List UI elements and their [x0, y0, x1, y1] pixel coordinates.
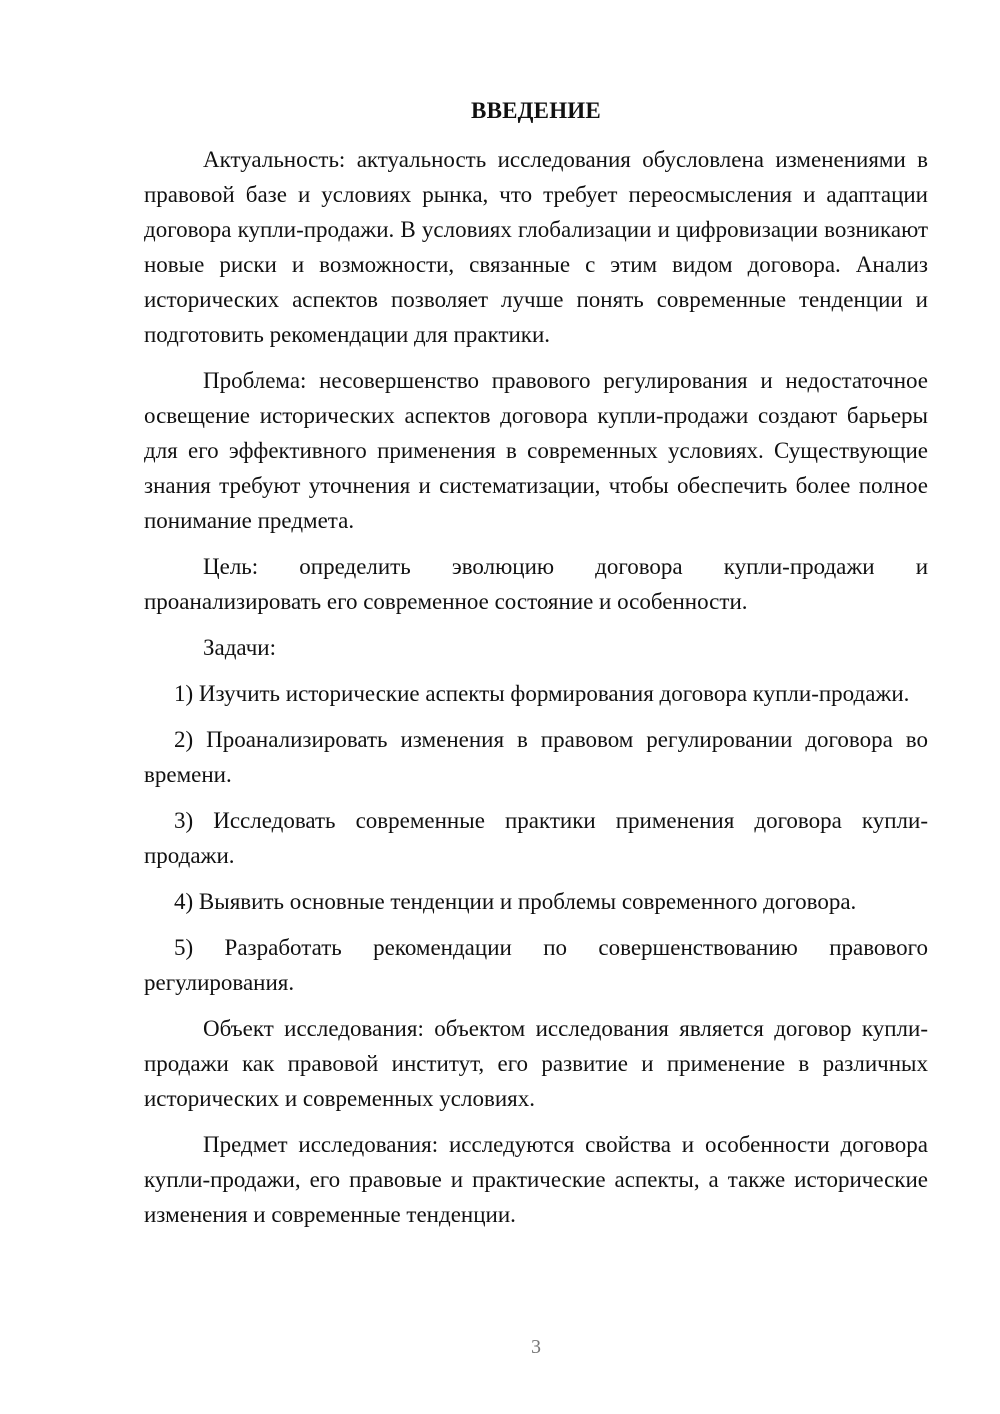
tasks-heading: Задачи:	[203, 635, 276, 660]
problem-paragraph: Проблема: несовершенство правового регулирования и недостаточное освещение исторических аспектов договора купли-продажи создают барьеры для его эффективного применения в современных условиях. Существующие знания требуют уточнения и систематизации, чтобы обеспечить более полное понимание предмета.	[144, 368, 928, 533]
task-item-3: 3) Исследовать современные практики применения договора купли-продажи.	[144, 808, 928, 868]
document-body	[144, 142, 928, 1243]
subject-paragraph: Предмет исследования: исследуются свойства и особенности договора купли-продажи, его правовые и практические аспекты, а также исторические изменения и современные тенденции.	[144, 1132, 928, 1227]
page-heading: ВВЕДЕНИЕ	[471, 98, 601, 123]
task-item-2: 2) Проанализировать изменения в правовом регулировании договора во времени.	[144, 727, 928, 787]
object-paragraph: Объект исследования: объектом исследования является договор купли-продажи как правовой институт, его развитие и применение в различных исторических и современных условиях.	[144, 1016, 928, 1111]
task-item-5: 5) Разработать рекомендации по совершенствованию правового регулирования.	[144, 935, 928, 995]
task-item-4: 4) Выявить основные тенденции и проблемы современного договора.	[174, 889, 857, 914]
page-number: 3	[531, 1336, 541, 1358]
goal-paragraph: Цель: определить эволюцию договора купли-продажи и проанализировать его современное состояние и особенности.	[144, 554, 928, 614]
task-item-1: 1) Изучить исторические аспекты формирования договора купли-продажи.	[174, 681, 910, 706]
relevance-paragraph: Актуальность: актуальность исследования обусловлена изменениями в правовой базе и условиях рынка, что требует переосмысления и адаптации договора купли-продажи. В условиях глобализации и цифровизации возникают новые риски и возможности, связанные с этим видом договора. Анализ исторических аспектов позволяет лучше понять современные тенденции и подготовить рекомендации для практики.	[144, 147, 928, 347]
